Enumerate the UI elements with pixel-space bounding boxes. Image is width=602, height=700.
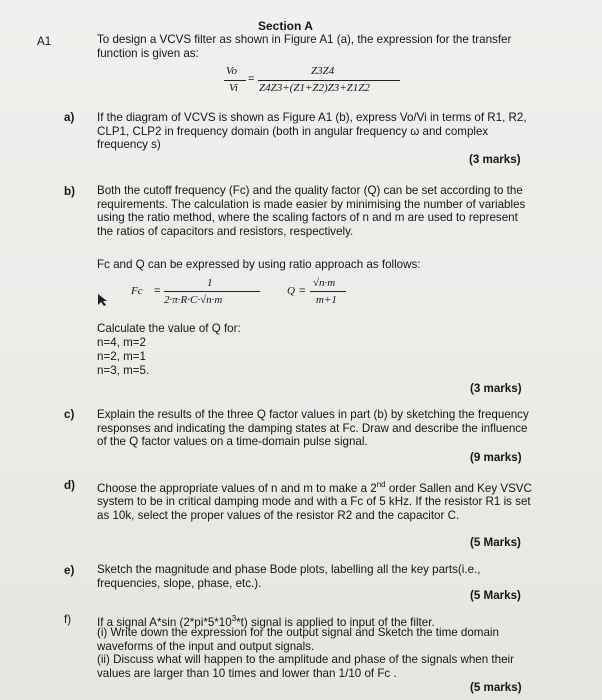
part-f-subpart-i: (i) Write down the expression for the output signal and Sketch the time domain waveforms of the input and output signals. bbox=[97, 626, 499, 653]
part-c-label: c) bbox=[64, 408, 75, 421]
part-b-case-1: n=4, m=2 bbox=[97, 336, 146, 349]
part-a-label: a) bbox=[64, 111, 75, 124]
part-f-label: f) bbox=[64, 613, 72, 626]
part-b-label: b) bbox=[64, 185, 75, 198]
part-f-subpart-ii: (ii) Discuss what will happen to the amplitude and phase of the signals when their values are larger than 10 times and lower than 1/10 of Fc . bbox=[97, 653, 514, 680]
part-d-marks: (5 Marks) bbox=[470, 536, 521, 549]
pointer-arrow-icon bbox=[97, 293, 109, 307]
part-a-text: If the diagram of VCVS is shown as Figure A1 (b), express Vo/Vi in terms of R1, R2, CLP1, CLP2 in frequency domain (both in angular frequency ω and complex frequency s) bbox=[97, 111, 527, 152]
fc-denominator: 2·π·R·C·√n·m bbox=[164, 294, 223, 306]
part-d-superscript: nd bbox=[376, 480, 386, 489]
q-denominator: m+1 bbox=[316, 294, 337, 306]
question-number: A1 bbox=[37, 35, 52, 48]
part-f-marks: (5 marks) bbox=[470, 681, 522, 694]
q-equals: = bbox=[299, 285, 306, 297]
part-b-calc-intro: Calculate the value of Q for: bbox=[97, 322, 241, 335]
part-b-case-2: n=2, m=1 bbox=[97, 350, 146, 363]
part-d-label: d) bbox=[64, 479, 75, 492]
q-lhs: Q bbox=[287, 285, 295, 297]
part-f-superscript: 3 bbox=[231, 614, 237, 623]
fc-fraction-bar bbox=[164, 291, 260, 292]
fc-numerator: 1 bbox=[207, 277, 213, 289]
intro-text: To design a VCVS filter as shown in Figure A1 (a), the expression for the transfer function is given as: bbox=[97, 33, 512, 60]
part-c-marks: (9 marks) bbox=[470, 451, 522, 464]
part-b-text: Both the cutoff frequency (Fc) and the quality factor (Q) can be set according to the requirements. The calculation is made easier by minimising the number of variables using the ratio method, where the scaling factors of n and m are used to represent the ratios of capacitors and resistors, respectively. bbox=[97, 184, 526, 238]
tf-lhs-numerator: Vo bbox=[226, 65, 237, 77]
part-c-text: Explain the results of the three Q factor values in part (b) by sketching the frequency responses and indicating the damping states at Fc. Draw and describe the influence of the Q factor values on a time-domain pulse signal. bbox=[97, 408, 529, 449]
part-d-text-post: order Sallen and Key VSVC system to be in critical damping mode and with a Fc of 5 kHz. If the resistor R1 is set as 10k, select the proper values of the resistor R2 and the capacitor C. bbox=[97, 481, 532, 523]
section-title: Section A bbox=[258, 19, 313, 33]
part-d-text-pre: Choose the appropriate values of n and m to make a 2 bbox=[97, 481, 377, 495]
tf-lhs-denominator: Vi bbox=[229, 82, 238, 94]
part-e-label: e) bbox=[64, 564, 75, 577]
q-fraction-bar bbox=[310, 291, 346, 292]
tf-rhs-denominator: Z4Z3+(Z1+Z2)Z3+Z1Z2 bbox=[259, 82, 370, 94]
part-b-case-3: n=3, m=5. bbox=[97, 364, 150, 377]
part-f-text-post: *t) signal is applied to input of the filter. bbox=[236, 615, 435, 629]
part-e-text: Sketch the magnitude and phase Bode plots, labelling all the key parts(i.e., frequencies, slope, phase, etc.). bbox=[97, 563, 481, 590]
part-b-marks: (3 marks) bbox=[470, 382, 522, 395]
tf-equals: = bbox=[248, 73, 255, 85]
tf-rhs-numerator: Z3Z4 bbox=[311, 65, 335, 77]
fc-lhs: Fc bbox=[131, 285, 143, 297]
part-e-marks: (5 Marks) bbox=[470, 589, 521, 602]
part-b-ratio-intro: Fc and Q can be expressed by using ratio approach as follows: bbox=[97, 258, 421, 271]
fc-equals: = bbox=[154, 285, 161, 297]
q-numerator: √n·m bbox=[313, 277, 336, 289]
part-a-marks: (3 marks) bbox=[469, 153, 521, 166]
part-f-text-pre: If a signal A*sin (2*pi*5*10 bbox=[97, 615, 232, 629]
part-d-text bbox=[97, 478, 537, 523]
